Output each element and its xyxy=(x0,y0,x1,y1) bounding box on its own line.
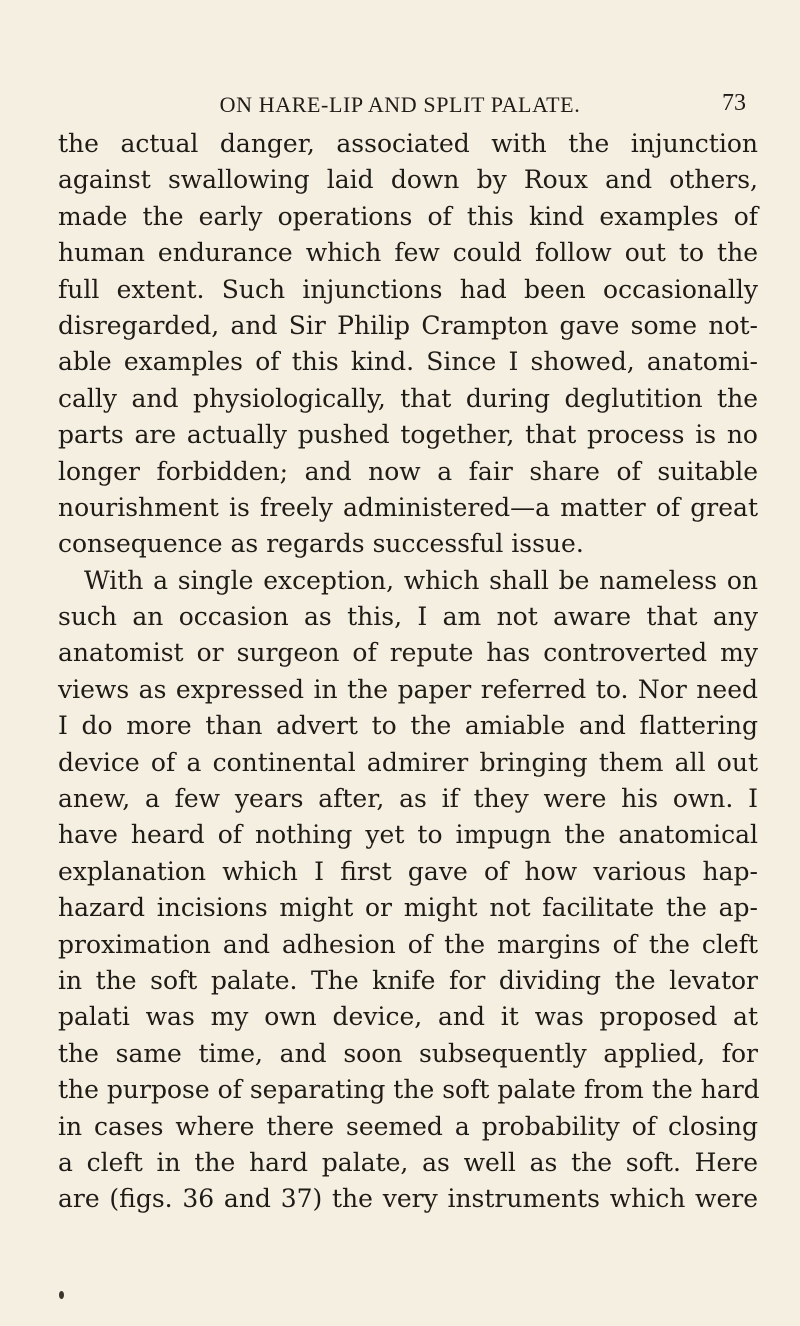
text-line: anatomist or surgeon of repute has controverted my xyxy=(58,638,758,668)
text-line: against swallowing laid down by Roux and others, xyxy=(58,165,758,195)
text-line: palati was my own device, and it was proposed at xyxy=(58,1002,758,1032)
text-line: With a single exception, which shall be nameless on xyxy=(84,565,758,595)
text-line: consequence as regards successful issue. xyxy=(58,529,584,559)
text-line: anew, a few years after, as if they were his own. I xyxy=(58,784,758,814)
body-text xyxy=(58,126,758,1218)
text-line: hazard incisions might or might not facilitate the ap- xyxy=(58,893,758,923)
page-number: 73 xyxy=(722,90,746,116)
text-line: such an occasion as this, I am not aware that any xyxy=(58,602,758,632)
text-line: the purpose of separating the soft palate from the hard xyxy=(58,1075,760,1105)
text-line: in cases where there seemed a probability of closing xyxy=(58,1111,758,1141)
text-line: cally and physiologically, that during deglutition the xyxy=(58,383,758,413)
text-line: the same time, and soon subsequently applied, for xyxy=(58,1038,758,1068)
text-line: views as expressed in the paper referred to. Nor need xyxy=(58,674,758,704)
text-line: full extent. Such injunctions had been occasionally xyxy=(58,274,758,304)
text-line: longer forbidden; and now a fair share of suitable xyxy=(58,456,758,486)
text-line: able examples of this kind. Since I showed, anatomi- xyxy=(58,347,758,377)
text-line: nourishment is freely administered—a matter of great xyxy=(58,492,758,522)
text-line: device of a continental admirer bringing them all out xyxy=(58,747,758,777)
text-line: the actual danger, associated with the injunction xyxy=(58,129,758,158)
text-line: explanation which I first gave of how various hap- xyxy=(58,856,758,886)
text-line: I do more than advert to the amiable and flattering xyxy=(58,711,758,741)
ink-speck xyxy=(59,1291,64,1299)
text-line: human endurance which few could follow out to the xyxy=(58,238,758,268)
text-line: a cleft in the hard palate, as well as the soft. Here xyxy=(58,1147,758,1177)
text-line: made the early operations of this kind examples of xyxy=(58,201,758,231)
text-line: proximation and adhesion of the margins of the cleft xyxy=(58,929,758,959)
text-line: have heard of nothing yet to impugn the anatomical xyxy=(58,820,758,850)
running-title: ON HARE-LIP AND SPLIT PALATE. xyxy=(219,92,581,117)
text-line: are (figs. 36 and 37) the very instruments which were xyxy=(58,1184,758,1214)
running-head xyxy=(0,86,800,126)
text-line: disregarded, and Sir Philip Crampton gave some not- xyxy=(58,310,758,340)
text-line: parts are actually pushed together, that process is no xyxy=(58,420,758,450)
text-line: in the soft palate. The knife for dividing the levator xyxy=(58,965,758,995)
